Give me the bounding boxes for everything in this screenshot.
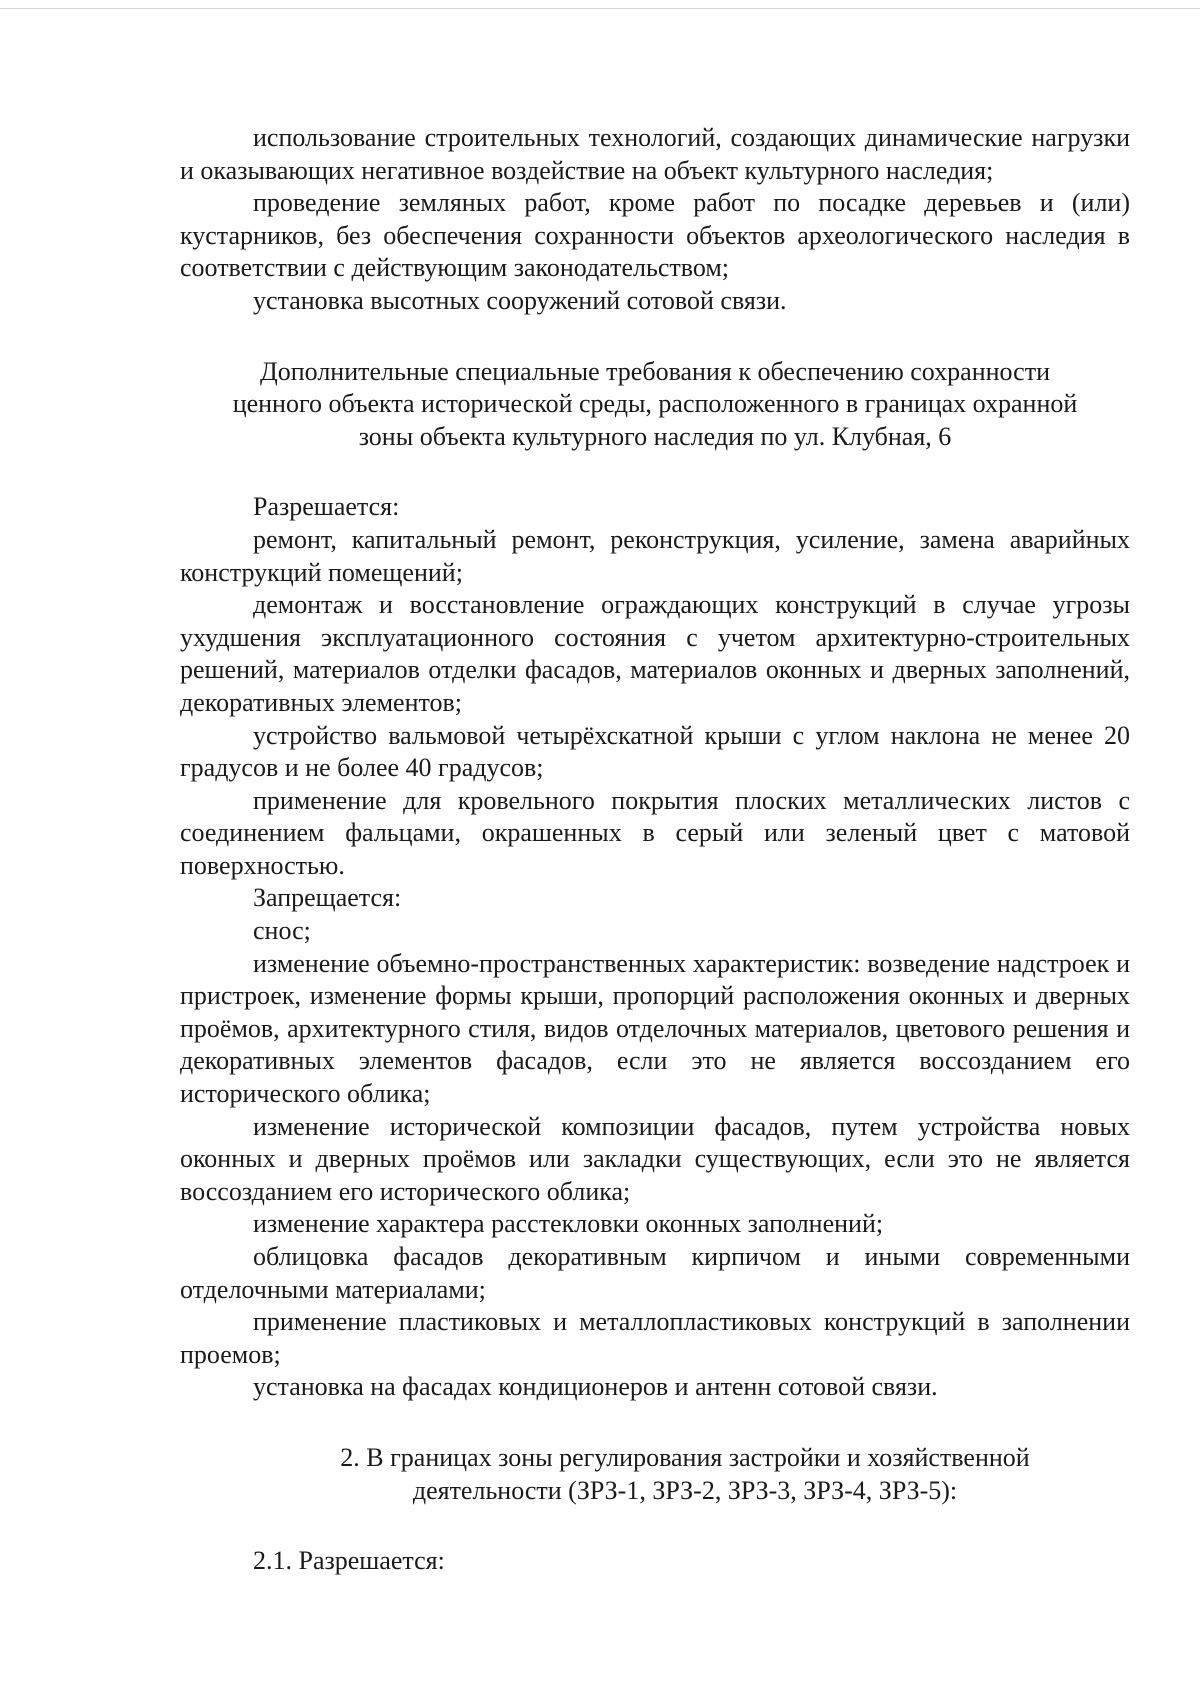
section-2-line-2: деятельности (ЗРЗ-1, ЗРЗ-2, ЗРЗ-3, ЗРЗ-4, ЗРЗ-5): xyxy=(412,1475,958,1505)
spacer xyxy=(180,318,1130,356)
forbidden-item: применение пластиковых и металлопластиковых конструкций в заполнении проемов; xyxy=(180,1307,1130,1369)
forbidden-item: облицовка фасадов декоративным кирпичом и иными современными отделочными материалами; xyxy=(180,1242,1130,1304)
allowed-label: Разрешается: xyxy=(253,492,400,522)
forbidden-item: установка на фасадах кондиционеров и антенн сотовой связи. xyxy=(253,1372,938,1402)
scan-top-edge xyxy=(0,8,1200,9)
allowed-item: ремонт, капитальный ремонт, реконструкция, усиление, замена аварийных конструкций помещений; xyxy=(180,524,1130,587)
paragraph-cell-towers: установка высотных сооружений сотовой связи. xyxy=(253,285,787,315)
section-2-line-1: 2. В границах зоны регулирования застройки и хозяйственной xyxy=(340,1442,1030,1472)
spacer xyxy=(180,453,1130,491)
paragraph-construction-tech: использование строительных технологий, создающих динамические нагрузки и оказывающих негативное воздействие на объект культурного наследия; xyxy=(180,123,1130,185)
section-2-heading xyxy=(180,1442,1130,1507)
forbidden-item: изменение исторической композиции фасадов, путем устройства новых оконных и дверных проёмов или закладки существующих, если это не является воссозданием его исторического облика; xyxy=(180,1111,1130,1206)
forbidden-item: снос; xyxy=(253,916,311,946)
section-heading xyxy=(180,356,1130,454)
paragraph-earthworks: проведение земляных работ, кроме работ по посадке деревьев и (или) кустарников, без обеспечения сохранности объектов археологического наследия в соответствии с действующим законодательством; xyxy=(180,188,1130,283)
allowed-item: применение для кровельного покрытия плоских металлических листов с соединением фальцами, окрашенных в серый или зеленый цвет с матовой поверхностью. xyxy=(180,785,1130,880)
subsection-2-1: 2.1. Разрешается: xyxy=(253,1546,445,1576)
document-body xyxy=(180,122,1130,1578)
allowed-item: устройство вальмовой четырёхскатной крыши с углом наклона не менее 20 градусов и не более 40 градусов; xyxy=(180,720,1130,783)
heading-line-3: зоны объекта культурного наследия по ул. Клубная, 6 xyxy=(358,421,952,451)
heading-line-2: ценного объекта исторической среды, расположенного в границах охранной xyxy=(232,389,1078,419)
forbidden-item: изменение характера расстекловки оконных заполнений; xyxy=(253,1209,884,1239)
allowed-item: демонтаж и восстановление ограждающих конструкций в случае угрозы ухудшения эксплуатационного состояния с учетом архитектурно-строительных решений, материалов отделки фасадов, материалов оконных и дверных заполнений, декоративных элементов; xyxy=(180,590,1130,717)
heading-line-1: Дополнительные специальные требования к обеспечению сохранности xyxy=(260,356,1050,386)
forbidden-item: изменение объемно-пространственных характеристик: возведение надстроек и пристроек, изменение формы крыши, пропорций расположения оконных и дверных проёмов, архитектурного стиля, видов отделочных материалов, цветового решения и декоративных элементов фасадов, если это не является воссозданием его исторического облика; xyxy=(180,948,1130,1109)
spacer xyxy=(180,1507,1130,1545)
spacer xyxy=(180,1404,1130,1442)
forbidden-label: Запрещается: xyxy=(253,883,402,913)
